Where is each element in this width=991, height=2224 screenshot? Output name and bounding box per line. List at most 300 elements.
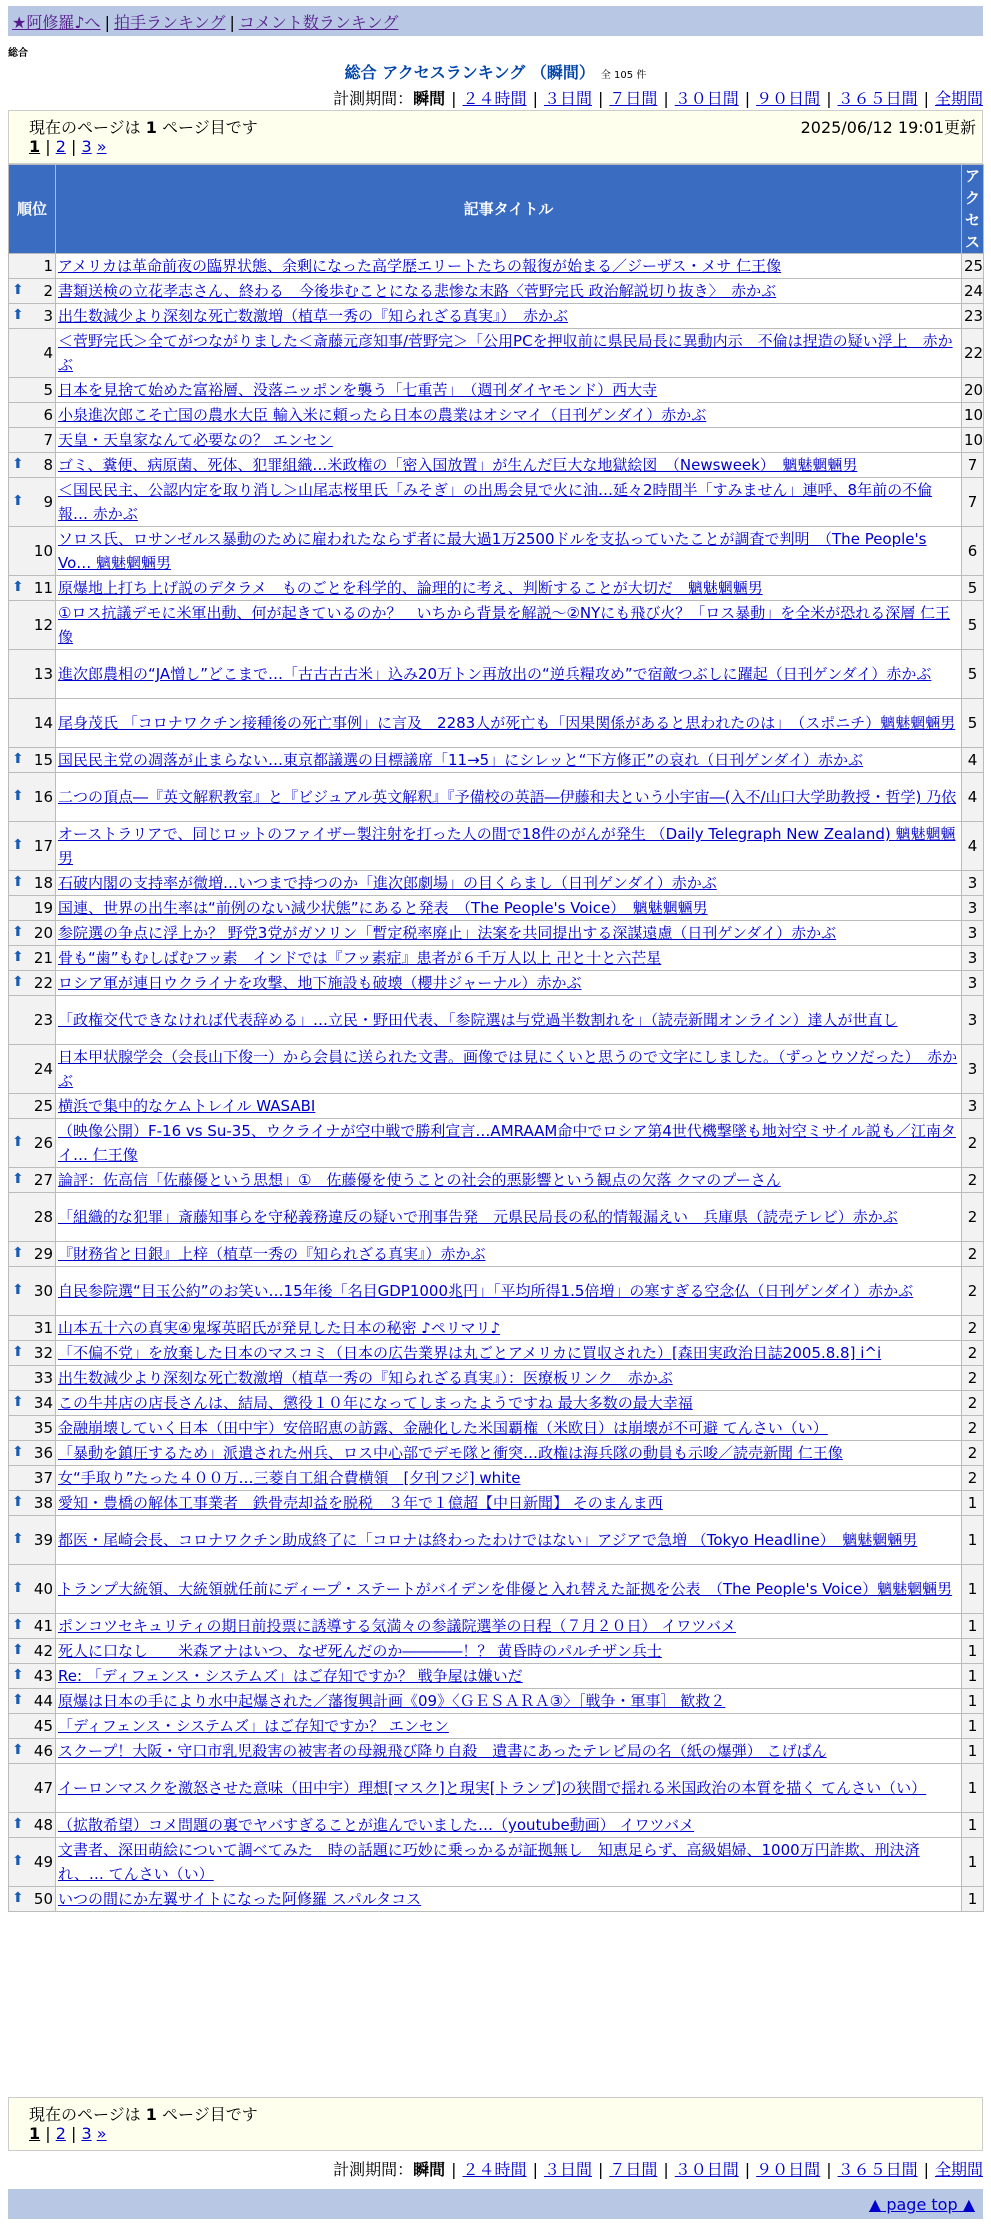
rank-cell [9, 576, 56, 601]
article-link[interactable]: Re: 「ディフェンス・システムズ」はご存知ですか？ 戦争屋は嫌いだ [58, 1667, 523, 1685]
access-count: 4 [962, 822, 984, 871]
article-link[interactable]: 論評：佐高信「佐藤優という思想」① 佐藤優を使うことの社会的悪影響という観点の欠落 クマのプーさん [58, 1171, 781, 1189]
title-cell [56, 1416, 962, 1441]
article-link[interactable]: 都医・尾崎会長、コロナワクチン助成終了に「コロナは終わったわけではない」アジアで急増 （Tokyo Headline） 魑魅魍魎男 [58, 1531, 918, 1549]
separator: | [65, 137, 82, 156]
up-arrow-icon: ⬆ [12, 1816, 24, 1832]
separator: | [597, 2160, 604, 2179]
rank-cell [9, 921, 56, 946]
table-row [9, 822, 984, 871]
rank-number: 1 [43, 257, 53, 275]
rank-number: 20 [33, 924, 53, 942]
rank-number: 17 [33, 837, 53, 855]
page-top-link[interactable]: ▲ page top ▲ [868, 2195, 975, 2214]
article-link[interactable]: 日本甲状腺学会（会長山下俊一）から会員に送られた文書。画像では見にくいと思うので文字にしました。（ずっとウソだった） 赤かぶ [58, 1048, 958, 1090]
rank-cell [9, 1739, 56, 1764]
rank-number: 42 [33, 1642, 53, 1660]
article-link[interactable]: ポンコツセキュリティの期日前投票に誘導する気満々の参議院選挙の日程（７月２０日） イワツバメ [58, 1617, 736, 1635]
access-count: 3 [962, 996, 984, 1045]
up-arrow-icon: ⬆ [12, 924, 24, 940]
table-row [9, 971, 984, 996]
rank-number: 38 [33, 1494, 53, 1512]
access-count: 3 [962, 921, 984, 946]
rank-cell [9, 650, 56, 699]
title-cell [56, 1193, 962, 1242]
rank-number: 6 [43, 406, 53, 424]
page-link[interactable]: 3 [81, 2124, 92, 2143]
article-link[interactable]: ＜国民民主、公認内定を取り消し＞山尾志桜里氏「みそぎ」の出馬会見で火に油…延々2時間半「すみません」連呼、8年前の不倫報… 赤かぶ [58, 481, 933, 523]
rank-number: 35 [33, 1419, 53, 1437]
rank-cell [9, 1341, 56, 1366]
article-link[interactable]: スクープ！大阪・守口市乳児殺害の被害者の母親飛び降り自殺 遺書にあったテレビ局の名（紙の爆弾） こげぱん [58, 1742, 827, 1760]
up-arrow-icon: ⬆ [12, 788, 24, 804]
rank-number: 25 [33, 1097, 53, 1115]
rank-cell [9, 329, 56, 378]
rank-number: 12 [33, 616, 53, 634]
article-link[interactable]: ロシア軍が連日ウクライナを攻撃、地下施設も破壊（櫻井ジャーナル）赤かぶ [58, 974, 582, 992]
title-cell [56, 1739, 962, 1764]
article-link[interactable]: 自民参院選“目玉公約”のお笑い…15年後「名目GDP1000兆円」「平均所得1.5倍増」の寒すぎる空念仏（日刊ゲンダイ）赤かぶ [58, 1282, 914, 1300]
article-link[interactable]: トランプ大統領、大統領就任前にディープ・ステートがバイデンを俳優と入れ替えた証拠を公表 （The People's Voice）魑魅魍魎男 [58, 1580, 953, 1598]
rank-cell [9, 1441, 56, 1466]
table-row [9, 871, 984, 896]
article-link[interactable]: 原爆は日本の手により水中起爆された／藩復興計画《09》〈ＧＥＳＡＲＡ③〉［戦争・軍事］ 歓救２ [58, 1692, 726, 1710]
table-row [9, 428, 984, 453]
up-arrow-icon: ⬆ [12, 1692, 24, 1708]
title-cell [56, 1838, 962, 1887]
rank-cell [9, 279, 56, 304]
rank-cell [9, 478, 56, 527]
rank-number: 26 [33, 1134, 53, 1152]
next-page-link[interactable]: » [96, 137, 107, 156]
page-link[interactable]: 3 [81, 137, 92, 156]
rank-number: 24 [33, 1060, 53, 1078]
title-cell [56, 1045, 962, 1094]
table-row [9, 403, 984, 428]
rank-number: 18 [33, 874, 53, 892]
rank-cell [9, 1119, 56, 1168]
title-cell [56, 1242, 962, 1267]
rank-number: 27 [33, 1171, 53, 1189]
access-count: 2 [962, 1366, 984, 1391]
access-count: 24 [962, 279, 984, 304]
rank-cell [9, 403, 56, 428]
page-link[interactable]: 2 [55, 137, 66, 156]
rank-cell [9, 1614, 56, 1639]
table-row [9, 996, 984, 1045]
title-cell [56, 1689, 962, 1714]
up-arrow-icon: ⬆ [12, 1344, 24, 1360]
title-cell [56, 1764, 962, 1813]
access-count: 4 [962, 748, 984, 773]
article-link[interactable]: ＜菅野完氏＞全てがつながりました＜斎藤元彦知事/菅野完＞「公用PCを押収前に県民局長に異動内示 不倫は捏造の疑い浮上 赤かぶ [58, 332, 953, 374]
access-count: 7 [962, 478, 984, 527]
table-row [9, 478, 984, 527]
article-link[interactable]: 「暴動を鎮圧するため」派遣された州兵、ロス中心部でデモ隊と衝突…政権は海兵隊の動員も示唆／読売新聞 仁王像 [58, 1444, 843, 1462]
clap-ranking-link[interactable]: 拍手ランキング [113, 13, 226, 32]
updated-time: 2025/06/12 19:01更新 [800, 118, 976, 137]
period-option[interactable]: ９０日間 [756, 2160, 821, 2179]
rank-cell [9, 1838, 56, 1887]
access-count: 2 [962, 1193, 984, 1242]
table-row [9, 1341, 984, 1366]
period-option[interactable]: ７日間 [609, 89, 658, 108]
rank-cell [9, 1168, 56, 1193]
rank-number: 9 [43, 493, 53, 511]
title-cell [56, 1441, 962, 1466]
article-link[interactable]: 天皇・天皇家なんて必要なの？ エンセン [58, 431, 333, 449]
article-link[interactable]: アメリカは革命前夜の臨界状態、余剰になった高学歴エリートたちの報復が始まる／ジーザス・メサ 仁王像 [58, 257, 782, 275]
table-row [9, 1714, 984, 1739]
table-row [9, 1739, 984, 1764]
table-row [9, 601, 984, 650]
rank-cell [9, 254, 56, 279]
title-cell [56, 576, 962, 601]
rank-number: 41 [33, 1617, 53, 1635]
table-row [9, 921, 984, 946]
page-current: 1 [29, 2124, 41, 2143]
period-option[interactable]: ２４時間 [462, 2160, 527, 2179]
period-option[interactable]: ７日間 [609, 2160, 658, 2179]
table-row [9, 1391, 984, 1416]
table-row [9, 279, 984, 304]
table-row [9, 1119, 984, 1168]
bottom-bar [8, 2189, 983, 2219]
rank-cell [9, 1316, 56, 1341]
title-cell [56, 478, 962, 527]
separator: | [744, 89, 751, 108]
up-arrow-icon: ⬆ [12, 1394, 24, 1410]
rank-cell [9, 1416, 56, 1441]
access-count: 1 [962, 1639, 984, 1664]
up-arrow-icon: ⬆ [12, 1617, 24, 1633]
access-count: 2 [962, 1119, 984, 1168]
table-row [9, 1416, 984, 1441]
separator: | [826, 2160, 832, 2179]
access-count: 1 [962, 1739, 984, 1764]
title-cell [56, 971, 962, 996]
period-option[interactable]: ３０日間 [674, 89, 739, 108]
article-link[interactable]: 横浜で集中的なケムトレイル WASABI [58, 1097, 316, 1115]
rank-cell [9, 748, 56, 773]
access-count: 10 [962, 403, 984, 428]
access-count: 1 [962, 1516, 984, 1565]
table-row [9, 527, 984, 576]
table-row [9, 1614, 984, 1639]
title-cell [56, 921, 962, 946]
separator: | [744, 2160, 751, 2179]
separator: | [65, 2124, 82, 2143]
rank-number: 48 [33, 1816, 53, 1834]
up-arrow-icon: ⬆ [12, 1134, 24, 1150]
rank-cell [9, 378, 56, 403]
article-link[interactable]: 参院選の争点に浮上か？ 野党3党がガソリン「暫定税率廃止」法案を共同提出する深謀遠慮（日刊ゲンダイ）赤かぶ [58, 924, 837, 942]
access-count: 1 [962, 1714, 984, 1739]
up-arrow-icon: ⬆ [12, 1245, 24, 1261]
period-label: 計測期間： [333, 2160, 414, 2179]
article-link[interactable]: 女“手取り”たった４００万…三菱自工組合費横領 [夕刊フジ] white [58, 1469, 521, 1487]
period-current: 瞬間 [413, 89, 446, 108]
article-link[interactable]: 日本を見捨て始めた富裕層、没落ニッポンを襲う「七重苦」 （週刊ダイヤモンド）西大寺 [58, 381, 658, 399]
title-cell [56, 378, 962, 403]
article-link[interactable]: 書類送検の立花孝志さん、終わる 今後歩むことになる悲惨な末路〈菅野完氏 政治解説切り抜き〉 赤かぶ [58, 282, 777, 300]
rank-number: 37 [33, 1469, 53, 1487]
pager-bottom [8, 2097, 983, 2151]
rank-cell [9, 699, 56, 748]
access-count: 7 [962, 453, 984, 478]
table-row [9, 1193, 984, 1242]
header-rank: 順位 [9, 165, 56, 254]
title-cell [56, 1887, 962, 1912]
article-link[interactable]: 出生数減少より深刻な死亡数激増（植草一秀の『知られざる真実』） 赤かぶ [58, 307, 569, 325]
rank-number: 3 [43, 307, 53, 325]
access-count: 2 [962, 1416, 984, 1441]
rank-cell [9, 896, 56, 921]
article-link[interactable]: 進次郎農相の“JA憎し”どこまで…「古古古古米」込み20万トン再放出の“逆兵糧攻め”で宿敵つぶしに躍起（日刊ゲンダイ）赤かぶ [58, 665, 932, 683]
access-count: 23 [962, 304, 984, 329]
current-page-text: 現在のページは 1 ページ目です [29, 118, 258, 137]
article-link[interactable]: 「ディフェンス・システムズ」はご存知ですか？ エンセン [58, 1717, 449, 1735]
article-link[interactable]: 「不偏不党」を放棄した日本のマスコミ（日本の広告業界は丸ごとアメリカに買収された）[森田実政治日誌2005.8.8] i^i [58, 1344, 882, 1362]
rank-number: 10 [33, 542, 53, 560]
page-title-row [0, 60, 991, 83]
up-arrow-icon: ⬆ [12, 282, 24, 298]
table-row [9, 650, 984, 699]
page-nav-bottom [29, 2124, 107, 2143]
article-link[interactable]: ソロス氏、ロサンゼルス暴動のために雇われたならず者に最大過1万2500ドルを支払っていたことが調査で判明 （The People's Vo… 魑魅魍魎男 [58, 530, 927, 572]
period-option[interactable]: ３日間 [543, 2160, 592, 2179]
rank-cell [9, 1466, 56, 1491]
rank-cell [9, 1491, 56, 1516]
rank-number: 32 [33, 1344, 53, 1362]
access-count: 5 [962, 576, 984, 601]
rank-number: 33 [33, 1369, 53, 1387]
separator: | [923, 2160, 929, 2179]
rank-cell [9, 971, 56, 996]
article-link[interactable]: 国連、世界の出生率は“前例のない減少状態”にあると発表 （The People's Voice） 魑魅魍魎男 [58, 899, 708, 917]
access-count: 4 [962, 773, 984, 822]
period-option[interactable]: ３６５日間 [837, 2160, 918, 2179]
title-cell [56, 304, 962, 329]
separator: | [597, 89, 604, 108]
period-option[interactable]: 全期間 [934, 2160, 983, 2179]
rank-cell [9, 1764, 56, 1813]
rank-cell [9, 1193, 56, 1242]
separator: | [532, 89, 538, 108]
up-arrow-icon: ⬆ [12, 456, 24, 472]
ranking-table [8, 164, 984, 1912]
up-arrow-icon: ⬆ [12, 1282, 24, 1298]
article-link[interactable]: （拡散希望）コメ問題の裏でヤバすぎることが進んでいました…（youtube動画） イワツバメ [58, 1816, 695, 1834]
title-cell [56, 946, 962, 971]
rank-number: 46 [33, 1742, 53, 1760]
rank-number: 36 [33, 1444, 53, 1462]
title-cell [56, 996, 962, 1045]
table-row [9, 329, 984, 378]
access-count: 1 [962, 1689, 984, 1714]
up-arrow-icon: ⬆ [12, 1667, 24, 1683]
up-arrow-icon: ⬆ [12, 493, 24, 509]
current-page-text-bottom: 現在のページは 1 ページ目です [29, 2105, 258, 2124]
up-arrow-icon: ⬆ [12, 837, 24, 853]
rank-number: 50 [33, 1890, 53, 1908]
section-label: 総合 [8, 48, 28, 59]
rank-number: 15 [33, 751, 53, 769]
title-cell [56, 1168, 962, 1193]
rank-number: 30 [33, 1282, 53, 1300]
rank-cell [9, 453, 56, 478]
access-count: 1 [962, 1565, 984, 1614]
article-link[interactable]: 死人に口なし 米森アナはいつ、なぜ死んだのか――――！？ 黄昏時のパルチザン兵士 [58, 1642, 662, 1660]
title-cell [56, 896, 962, 921]
access-count: 1 [962, 1887, 984, 1912]
rank-number: 49 [33, 1853, 53, 1871]
rank-number: 44 [33, 1692, 53, 1710]
title-cell [56, 527, 962, 576]
page-link[interactable]: 2 [55, 2124, 66, 2143]
title-cell [56, 279, 962, 304]
article-link[interactable]: 『財務省と日銀』上梓（植草一秀の『知られざる真実』）赤かぶ [58, 1245, 486, 1263]
table-row [9, 699, 984, 748]
rank-number: 45 [33, 1717, 53, 1735]
separator: | [826, 89, 832, 108]
title-cell [56, 1664, 962, 1689]
article-link[interactable]: 山本五十六の真実④鬼塚英昭氏が発見した日本の秘密 ♪ペリマリ♪ [58, 1319, 501, 1337]
rank-cell [9, 1689, 56, 1714]
period-option[interactable]: ９０日間 [756, 89, 821, 108]
title-cell [56, 1516, 962, 1565]
access-count: 2 [962, 1267, 984, 1316]
period-option[interactable]: ３０日間 [674, 2160, 739, 2179]
separator: | [40, 137, 56, 156]
access-count: 22 [962, 329, 984, 378]
period-option[interactable]: ３６５日間 [837, 89, 918, 108]
title-cell [56, 1267, 962, 1316]
rank-cell [9, 773, 56, 822]
article-link[interactable]: 石破内閣の支持率が微増…いつまで持つのか「進次郎劇場」の目くらまし（日刊ゲンダイ）赤かぶ [58, 874, 717, 892]
article-link[interactable]: 国民民主党の凋落が止まらない…東京都議選の目標議席「11→5」にシレッと“下方修正”の哀れ（日刊ゲンダイ）赤かぶ [58, 751, 864, 769]
rank-cell [9, 1516, 56, 1565]
title-cell [56, 1341, 962, 1366]
table-row [9, 1094, 984, 1119]
header-access: アクセス [962, 165, 984, 254]
article-link[interactable]: いつの間にか左翼サイトになった阿修羅 スパルタコス [58, 1890, 422, 1908]
table-row [9, 453, 984, 478]
article-link[interactable]: ゴミ、糞便、病原菌、死体、犯罪組織…米政権の「密入国放置」が生んだ巨大な地獄絵図 （Newsweek） 魑魅魍魎男 [58, 456, 858, 474]
up-arrow-icon: ⬆ [12, 1742, 24, 1758]
separator: | [532, 2160, 538, 2179]
period-option[interactable]: ３日間 [543, 89, 592, 108]
article-link[interactable]: 小泉進次郎こそ亡国の農水大臣 輸入米に頼ったら日本の農業はオシマイ（日刊ゲンダイ）赤かぶ [58, 406, 707, 424]
rank-cell [9, 1267, 56, 1316]
home-link[interactable]: ★阿修羅♪へ [12, 13, 101, 32]
separator: | [451, 2160, 457, 2179]
article-link[interactable]: 愛知・豊橋の解体工事業者 鉄骨売却益を脱税 ３年で１億超【中日新聞】 そのまんま西 [58, 1494, 663, 1512]
rank-cell [9, 1045, 56, 1094]
period-label: 計測期間： [333, 89, 414, 108]
title-cell [56, 453, 962, 478]
rank-cell [9, 304, 56, 329]
separator: | [40, 2124, 56, 2143]
article-link[interactable]: イーロンマスクを激怒させた意味（田中宇）理想[マスク]と現実[トランプ]の狭間で揺れる米国政治の本質を描く てんさい（い） [58, 1779, 927, 1797]
access-count: 3 [962, 1094, 984, 1119]
rank-cell [9, 1639, 56, 1664]
period-option[interactable]: 全期間 [934, 89, 983, 108]
access-count: 1 [962, 1491, 984, 1516]
article-link[interactable]: 金融崩壊していく日本（田中宇）安倍昭恵の訪露、金融化した米国覇権（米欧日）は崩壊が不可避 てんさい（い） [58, 1419, 828, 1437]
rank-number: 28 [33, 1208, 53, 1226]
up-arrow-icon: ⬆ [12, 1444, 24, 1460]
rank-number: 2 [43, 282, 53, 300]
period-option[interactable]: ２４時間 [462, 89, 527, 108]
title-cell [56, 254, 962, 279]
article-link[interactable]: 出生数減少より深刻な死亡数激増（植草一秀の『知られざる真実』）：医療板リンク 赤かぶ [58, 1369, 673, 1387]
article-link[interactable]: （映像公開）F-16 vs Su-35、ウクライナが空中戦で勝利宣言…AMRAAM命中でロシア第4世代機撃墜も地対空ミサイル説も／江南タイ… 仁王像 [58, 1122, 956, 1164]
rank-number: 7 [43, 431, 53, 449]
rank-cell [9, 1813, 56, 1838]
article-link[interactable]: 「組織的な犯罪」斎藤知事らを守秘義務違反の疑いで刑事告発 元県民局長の私的情報漏えい 兵庫県（読売テレビ）赤かぶ [58, 1208, 898, 1226]
access-count: 5 [962, 601, 984, 650]
title-cell [56, 1491, 962, 1516]
up-arrow-icon: ⬆ [12, 1494, 24, 1510]
rank-cell [9, 1664, 56, 1689]
table-row [9, 1664, 984, 1689]
title-cell [56, 1366, 962, 1391]
table-row [9, 254, 984, 279]
table-row [9, 576, 984, 601]
title-cell [56, 1094, 962, 1119]
rank-cell [9, 1366, 56, 1391]
article-link[interactable]: この牛丼店の店長さんは、結局、懲役１０年になってしまったようですね 最大多数の最大幸福 [58, 1394, 693, 1412]
page-nav-top [29, 137, 107, 156]
rank-cell [9, 871, 56, 896]
article-link[interactable]: オーストラリアで、同じロットのファイザー製注射を打った人の間で18件のがんが発生 （Daily Telegraph New Zealand) 魑魅魍魎男 [58, 825, 956, 867]
period-current: 瞬間 [413, 2160, 446, 2179]
table-row [9, 1764, 984, 1813]
article-link[interactable]: 尾身茂氏 「コロナワクチン接種後の死亡事例」に言及 2283人が死亡も「因果関係があると思われたのは」 （スポニチ）魑魅魍魎男 [58, 714, 956, 732]
rank-cell [9, 428, 56, 453]
article-link[interactable]: 二つの頂点―『英文解釈教室』と『ビジュアル英文解釈』『予備校の英語―伊藤和夫という小宇宙―(入不/山口大学助教授・哲学) 乃依 [58, 788, 957, 806]
title-cell [56, 1813, 962, 1838]
article-link[interactable]: 原爆地上打ち上げ説のデタラメ ものごとを科学的、論理的に考え、判断することが大切だ 魑魅魍魎男 [58, 579, 763, 597]
up-arrow-icon: ⬆ [12, 307, 24, 323]
rank-number: 22 [33, 974, 53, 992]
table-row [9, 1565, 984, 1614]
rank-number: 29 [33, 1245, 53, 1263]
rank-number: 11 [33, 579, 53, 597]
up-arrow-icon: ⬆ [12, 1853, 24, 1869]
table-row [9, 1267, 984, 1316]
access-count: 2 [962, 1441, 984, 1466]
comment-ranking-link[interactable]: コメント数ランキング [238, 13, 399, 32]
rank-cell [9, 1565, 56, 1614]
article-link[interactable]: 骨も“歯”もむしばむフッ素 インドでは『フッ素症』患者が６千万人以上 卍と十と六芒星 [58, 949, 662, 967]
next-page-link[interactable]: » [96, 2124, 107, 2143]
rank-number: 23 [33, 1011, 53, 1029]
title-cell [56, 748, 962, 773]
article-link[interactable]: 文書者、深田萌絵について調べてみた 時の話題に巧妙に乗っかるが証拠無し 知恵足らず、高級娼婦、1000万円詐欺、刑決済れ、… てんさい（い） [58, 1841, 920, 1883]
table-row [9, 946, 984, 971]
title-cell [56, 1466, 962, 1491]
article-link[interactable]: 「政権交代できなければ代表辞める」…立民・野田代表、「参院選は与党過半数割れを」（読売新聞オンライン）達人が世直し [58, 1011, 898, 1029]
rank-cell [9, 822, 56, 871]
title-cell [56, 699, 962, 748]
access-count: 2 [962, 1242, 984, 1267]
rank-number: 21 [33, 949, 53, 967]
article-link[interactable]: ①ロス抗議デモに米軍出動、何が起きているのか？ いちから背景を解説～②NYにも飛び火？「ロス暴動」を全米が恐れる深層 仁王像 [58, 604, 951, 646]
rank-cell [9, 1391, 56, 1416]
title-cell [56, 1316, 962, 1341]
